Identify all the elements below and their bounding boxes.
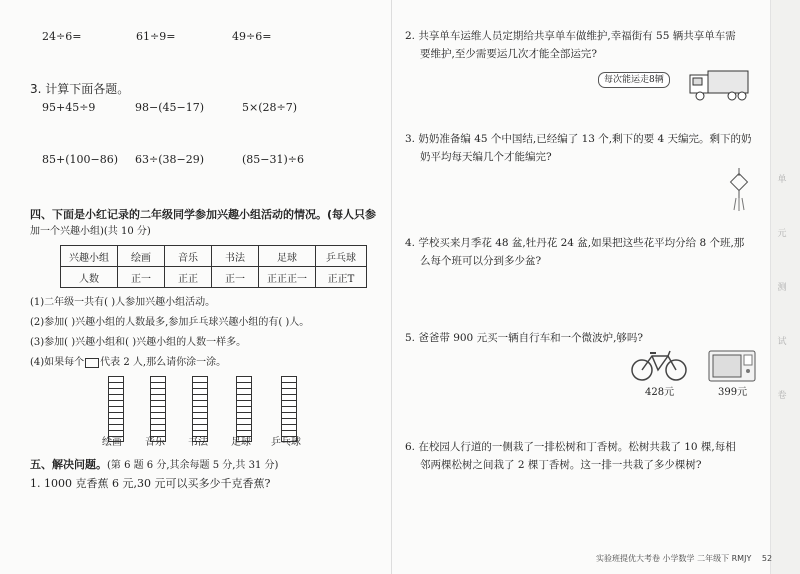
- table-header-cell: 乒乓球: [316, 246, 367, 267]
- question-4-prefix: (4)如果每个: [30, 357, 85, 368]
- table-header-cell: 足球: [259, 246, 316, 267]
- microwave-price: 399元: [718, 387, 748, 398]
- bar-column-painting[interactable]: [108, 376, 124, 442]
- oral-calc-2: 61÷9=: [136, 30, 176, 43]
- table-header-row: [61, 246, 367, 267]
- bar-column-football[interactable]: [236, 376, 252, 442]
- bar-label: 乒乓球: [271, 437, 301, 448]
- question-4-suffix: 代表 2 人,那么请你涂一涂。: [100, 357, 227, 368]
- strip-char: 试: [777, 337, 787, 347]
- strip-char: 单: [777, 175, 787, 185]
- section3-title: 3. 计算下面各题。: [30, 82, 130, 96]
- question-1: (1)二年级一共有( )人参加兴趣小组活动。: [30, 297, 216, 308]
- tally-cell: 正一: [212, 267, 259, 288]
- question-2: (2)参加( )兴趣小组的人数最多,参加乒乓球兴趣小组的有( )人。: [30, 317, 310, 328]
- oral-calc-3: 49÷6=: [232, 30, 272, 43]
- calc-item: 63÷(38−29): [135, 153, 205, 166]
- strip-char: 卷: [777, 391, 787, 401]
- truck-speech-bubble: 每次能运走8辆: [598, 72, 670, 88]
- problem-2-line1: 2. 共享单车运维人员定期给共享单车做维护,幸福街有 55 辆共享单车需: [405, 30, 736, 42]
- calc-item: 85+(100−86): [42, 153, 119, 166]
- table-row-label: 人数: [61, 267, 118, 288]
- chinese-knot-icon: [728, 168, 750, 212]
- bar-label: 绘画: [102, 437, 122, 448]
- page-number: 52: [761, 554, 773, 563]
- problem-5: 5. 爸爸带 900 元买一辆自行车和一个微波炉,够吗?: [405, 332, 644, 344]
- bar-label: 书法: [188, 437, 208, 448]
- strip-char: 测: [777, 283, 787, 293]
- table-header-cell: 兴趣小组: [61, 246, 118, 267]
- problem-3-line2: 奶平均每天编几个才能编完?: [420, 151, 552, 163]
- tally-cell: 正一: [118, 267, 165, 288]
- problem-4-line1: 4. 学校买来月季花 48 盆,牡丹花 24 盆,如果把这些花平均分给 8 个班,那: [405, 237, 745, 249]
- tally-cell: 正正T: [316, 267, 367, 288]
- tally-cell: 正正: [165, 267, 212, 288]
- table-row: [61, 267, 367, 288]
- question-4: [30, 356, 226, 370]
- section5-note: (第 6 题 6 分,其余每题 5 分,共 31 分): [107, 460, 279, 471]
- microwave-icon: [708, 350, 756, 382]
- oral-calc-1: 24÷6=: [42, 30, 82, 43]
- calc-item: 98−(45−17): [135, 101, 205, 114]
- calc-item: 5×(28÷7): [242, 101, 298, 114]
- page-divider: [391, 0, 392, 574]
- table-header-cell: 绘画: [118, 246, 165, 267]
- problem-6-line1: 6. 在校园人行道的一侧栽了一排松树和丁香树。松树共栽了 10 棵,每相: [405, 441, 736, 453]
- table-header-cell: 音乐: [165, 246, 212, 267]
- bicycle-icon: [630, 348, 688, 382]
- bar-label: 足球: [231, 437, 251, 448]
- unit-box-icon: [85, 358, 99, 368]
- tally-table: [60, 245, 367, 288]
- footer-text: 实验班提优大考卷 小学数学 二年级下 RMJY: [596, 554, 752, 563]
- section4-title: 四、下面是小红记录的二年级同学参加兴趣小组活动的情况。(每人只参: [30, 208, 377, 221]
- page-footer: [596, 553, 772, 564]
- problem-6-line2: 邻两棵松树之间栽了 2 棵丁香树。这一排一共栽了多少棵树?: [420, 459, 702, 471]
- problem-1: 1. 1000 克香蕉 6 元,30 元可以买多少千克香蕉?: [30, 477, 271, 490]
- section5-title: [30, 458, 278, 473]
- bar-column-pingpong[interactable]: [281, 376, 297, 442]
- problem-2-line2: 要维护,至少需要运几次才能全部运完?: [420, 48, 597, 60]
- problem-4-line2: 么每个班可以分到多少盆?: [420, 255, 542, 267]
- table-header-cell: 书法: [212, 246, 259, 267]
- section5-heading: 五、解决问题。: [30, 458, 107, 471]
- strip-char: 元: [777, 229, 787, 239]
- tally-cell: 正正正一: [259, 267, 316, 288]
- bar-column-music[interactable]: [150, 376, 166, 442]
- calc-item: 95+45÷9: [42, 101, 96, 114]
- problem-3-line1: 3. 奶奶准备编 45 个中国结,已经编了 13 个,剩下的要 4 天编完。剩下的奶: [405, 133, 752, 145]
- bike-price: 428元: [645, 387, 675, 398]
- bar-column-calligraphy[interactable]: [192, 376, 208, 442]
- question-3: (3)参加( )兴趣小组和( )兴趣小组的人数一样多。: [30, 337, 247, 348]
- bar-label: 音乐: [145, 437, 165, 448]
- calc-item: (85−31)÷6: [242, 153, 305, 166]
- truck-icon: [688, 67, 750, 103]
- section4-title-cont: 加一个兴趣小组)(共 10 分): [30, 226, 151, 237]
